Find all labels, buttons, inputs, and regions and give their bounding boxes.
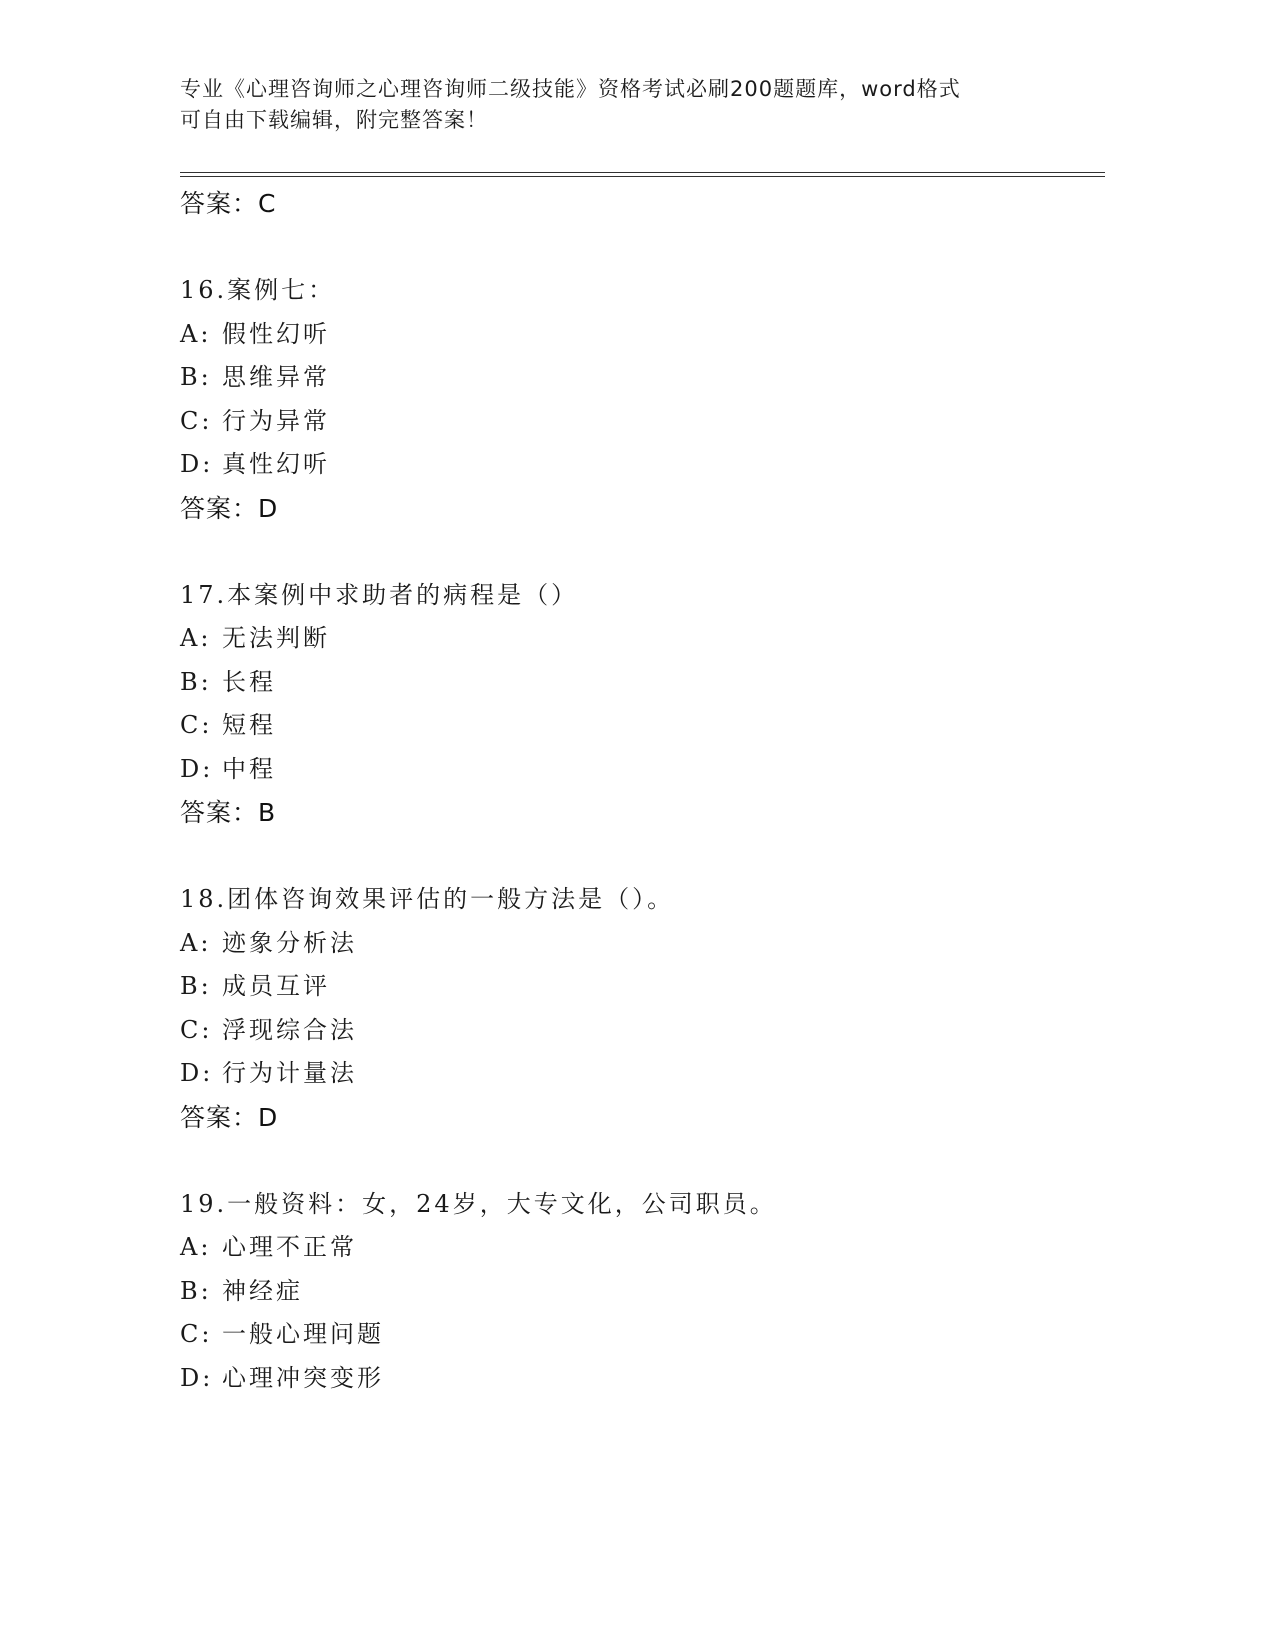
- option-key: B:: [180, 972, 212, 1000]
- previous-answer: 答案：C: [180, 189, 277, 218]
- option-a: [180, 617, 1105, 661]
- question-stem: 17.本案例中求助者的病程是（）: [180, 580, 579, 609]
- header-title-line-1: 专业《心理咨询师之心理咨询师二级技能》资格考试必刷200题题库，word格式: [180, 77, 961, 101]
- option-a: [180, 922, 1105, 966]
- option-b: [180, 1270, 1105, 1314]
- option-text: 短程: [222, 711, 276, 739]
- question-list: [180, 182, 1105, 1400]
- answer-line: 答案：D: [180, 493, 279, 523]
- option-key: B:: [180, 363, 212, 391]
- option-text: 一般心理问题: [222, 1320, 384, 1348]
- option-key: A:: [180, 928, 212, 957]
- question-stem: 18.团体咨询效果评估的一般方法是（）。: [180, 885, 675, 913]
- spacer: [180, 530, 1105, 574]
- option-c: [180, 1009, 1105, 1053]
- option-key: A:: [180, 319, 212, 348]
- option-text: 心理冲突变形: [222, 1363, 384, 1392]
- option-text: 浮现综合法: [222, 1015, 357, 1044]
- option-d: [180, 1357, 1105, 1401]
- option-text: 行为异常: [222, 406, 330, 435]
- option-text: 思维异常: [222, 363, 330, 391]
- option-text: 中程: [222, 754, 276, 783]
- option-key: A:: [180, 624, 212, 652]
- header-title-line-2: 可自由下载编辑，附完整答案！: [180, 108, 488, 132]
- option-text: 行为计量法: [222, 1059, 357, 1087]
- option-text: 长程: [222, 667, 276, 696]
- option-d: [180, 1052, 1105, 1096]
- option-text: 迹象分析法: [222, 928, 357, 957]
- option-key: D:: [180, 1059, 214, 1087]
- option-d: [180, 748, 1105, 792]
- spacer: [180, 835, 1105, 879]
- option-key: D:: [180, 754, 214, 783]
- option-key: B:: [180, 667, 212, 696]
- spacer: [180, 1139, 1105, 1183]
- option-key: A:: [180, 1233, 212, 1261]
- option-text: 成员互评: [222, 972, 330, 1000]
- option-key: C:: [180, 1320, 213, 1348]
- option-text: 心理不正常: [222, 1233, 357, 1261]
- option-key: C:: [180, 1015, 213, 1044]
- option-b: [180, 661, 1105, 705]
- option-text: 无法判断: [222, 624, 330, 652]
- option-key: D:: [180, 450, 214, 478]
- answer-line: 答案：D: [180, 1102, 279, 1132]
- option-text: 假性幻听: [222, 319, 330, 348]
- option-text: 真性幻听: [222, 450, 330, 478]
- answer-line: 答案：B: [180, 798, 277, 827]
- option-c: [180, 400, 1105, 444]
- option-b: [180, 965, 1105, 1009]
- option-key: C:: [180, 711, 213, 739]
- question-stem: 16.案例七：: [180, 276, 336, 304]
- option-text: 神经症: [222, 1276, 303, 1305]
- option-b: [180, 356, 1105, 400]
- spacer: [180, 226, 1105, 270]
- option-key: C:: [180, 406, 213, 435]
- question-stem: 19.一般资料：女，24岁，大专文化，公司职员。: [180, 1189, 777, 1218]
- option-c: [180, 1313, 1105, 1357]
- header-divider: [180, 172, 1105, 177]
- option-d: [180, 443, 1105, 487]
- option-key: D:: [180, 1363, 214, 1392]
- option-c: [180, 704, 1105, 748]
- option-a: [180, 1226, 1105, 1270]
- document-header: [180, 74, 1040, 136]
- option-key: B:: [180, 1276, 212, 1305]
- option-a: [180, 313, 1105, 357]
